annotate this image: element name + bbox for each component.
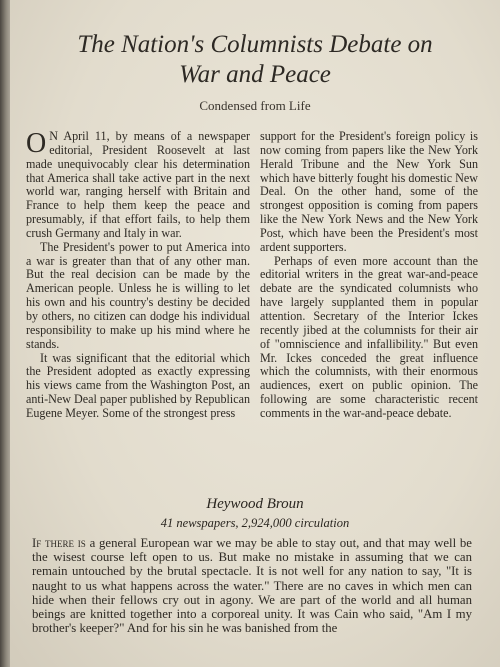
magazine-page	[10, 0, 500, 667]
section-lead: If there is	[32, 536, 86, 550]
paragraph: support for the President's foreign policy is now coming from papers like the New York Herald Tribune and the New York Sun which have bitterly fought his domestic New Deal. On the other hand, some of the strongest opposition is coming from papers like the New York News and the New York Post, which have been the President's most ardent supporters.	[260, 129, 478, 254]
article-title-line2: War and Peace	[179, 61, 331, 88]
paragraph: It was significant that the editorial which the President adopted as exactly expressing his views came from the Washington Post, an anti-New Deal paper published by Republican Eugene Meyer. Some of the strongest press	[26, 350, 251, 420]
article-source: Condensed from Life	[199, 98, 311, 113]
left-column	[26, 130, 250, 421]
paragraph: The President's power to put America into a war is greater than that of any other man. But the real decision can be made by the American people. Unless he is willing to let his own and his country's destiny be decided by others, no citizen can dodge his individual responsibility to make up his mind where he stands.	[26, 239, 250, 351]
paragraph-text: N April 11, by means of a newspaper editorial, President Roosevelt at last made unequivocably clear his determination that America shall take active part in the next world war, ranging herself with Britain and France to help them keep the peace and presumably, if that effort fails, to help them crush Germany and Italy in war.	[26, 129, 250, 240]
drop-cap: O	[26, 128, 47, 159]
right-column	[260, 130, 478, 421]
section-author: Heywood Broun	[206, 496, 304, 512]
section-body	[32, 536, 472, 635]
article-title-line1: The Nation's Columnists Debate on	[77, 31, 433, 58]
section-text: a general European war we may be able to stay out, and that may well be the wisest course left open to us. But make no mistake in assuming that we can remain untouched by the brutal spectacle. It is not well for any nation to say, "It is naught to us what happens across the water." There are no caves in which men can hide when their fellows cry out in agony. We are part of the world and all human beings are knitted together into a corporeal unity. It was Cain who said, "Am I my brother's keeper?" And for his sin he was banished from the	[32, 536, 472, 636]
paragraph: Perhaps of even more account than the editorial writers in the great war-and-peace debate are the syndicated columnists who have largely supplanted them in popular attention. Secretary of the Interior Ickes recently jibed at the columnists for their air of "omniscience and infallibility." But even Mr. Ickes conceded the great influence which the columnists, with their enormous audiences, exert on public opinion. The following are some characteristic recent comments in the war-and-peace debate.	[260, 253, 478, 420]
paragraph	[26, 130, 250, 241]
section-circulation: 41 newspapers, 2,924,000 circulation	[160, 516, 350, 530]
